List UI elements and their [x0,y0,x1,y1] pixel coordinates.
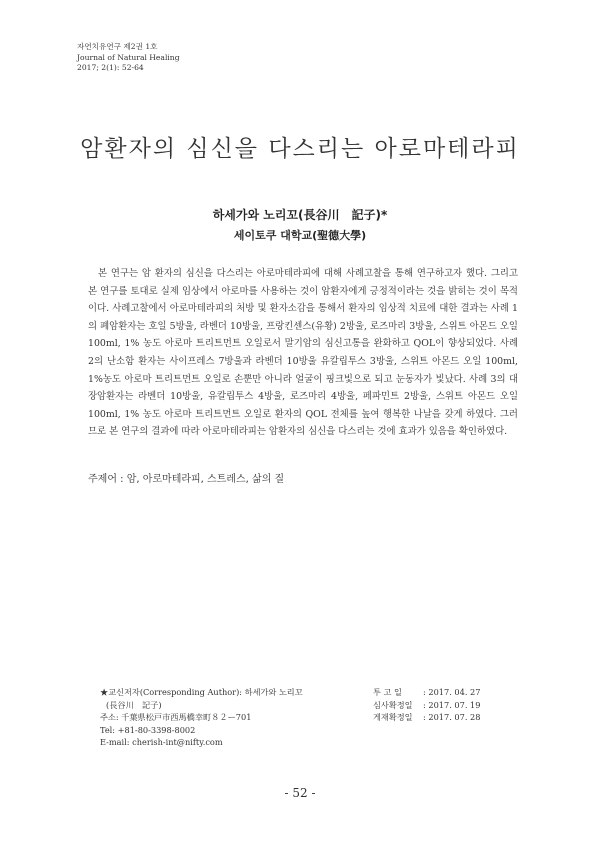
abstract-text: 본 연구는 암 환자의 심신을 다스리는 아로마테라피에 대해 사례고찰을 통해 연구하고자 했다. 그리고 본 연구를 토대로 실제 임상에서 아로마를 사용하는 것이 암환자에게 긍정적이라는 것을 밝히는 것이 목적이다. 사례고찰에서 아로마테라피의 처방 및 환자소감을 통해서 환자의 임상적 치료에 대한 결과는 사례 1의 폐암환자는 호일 5방울, 라벤더 10방울, 프랑킨센스(유황) 2방울, 로즈마리 3방울, 스위트 아몬드 오일 100ml, 1% 농도 아로마 트리트먼트 오일로서 말기암의 심신고통을 완화하고 QOL이 향상되었다. 사례 2의 난소함 환자는 사이프레스 7방울과 라벤더 10방울 유칼립투스 3방울, 스위트 아몬드 오일 100ml, 1%농도 아로마 트리트먼트 오일로 손뿐만 아니라 얼굴이 핑크빛으로 되고 눈동자가 빛났다. 사례 3의 대장암환자는 라벤더 10방울, 유칼립투스 4방울, 로즈마리 4방울, 페파민트 2방울, 스위트 아몬드 오일 100ml, 1% 농도 아로마 트리트먼트 오일로 환자의 QOL 전체를 높여 행복한 나날을 갖게 하였다. 그러므로 본 연구의 결과에 따라 아로마테라피는 암환자의 심신을 다스리는 것에 효과가 있음을 확인하였다. [88,268,518,438]
date-value: : 2017. 07. 19 [423,699,481,710]
footnote-author-hanja: (長谷川 記子) [106,699,162,710]
affiliation: 세이토쿠 대학교(聖德大學) [233,229,367,242]
journal-header [77,42,180,74]
journal-name-en: Journal of Natural Healing [77,52,180,62]
date-value: : 2017. 07. 28 [423,712,481,723]
date-label: 투 고 일 [373,687,402,697]
footnote-email: E-mail: cherish-int@nifty.com [100,737,223,748]
footnote-address: 주소: 千葉県松戸市西馬橋幸町８２ー701 [100,712,252,723]
date-label: 게재확정일 [373,712,413,723]
corresponding-author-footnote [100,686,303,749]
abstract [88,265,518,441]
journal-name-ko: 자연치유연구 제2권 1호 [77,42,158,51]
submission-dates [373,686,480,724]
paper-title: 암환자의 심신을 다스리는 아로마테라피 [80,136,520,162]
footnote-tel: Tel: +81-80-3398-8002 [100,724,196,735]
date-label: 심사확정일 [373,699,413,710]
date-row [373,686,480,699]
date-row [373,699,480,712]
keywords: 주제어 : 암, 아로마테라피, 스트레스, 삶의 질 [88,474,285,485]
journal-issue: 2017; 2(1): 52-64 [77,63,144,72]
footnote-author: ★교신저자(Corresponding Author): 하세가와 노리꼬 [100,687,303,697]
page-number: - 52 - [284,786,316,800]
date-value: : 2017. 04. 27 [423,687,481,697]
author-line: 하세가와 노리꼬(長谷川 記子)* [212,208,388,222]
date-row [373,711,480,724]
